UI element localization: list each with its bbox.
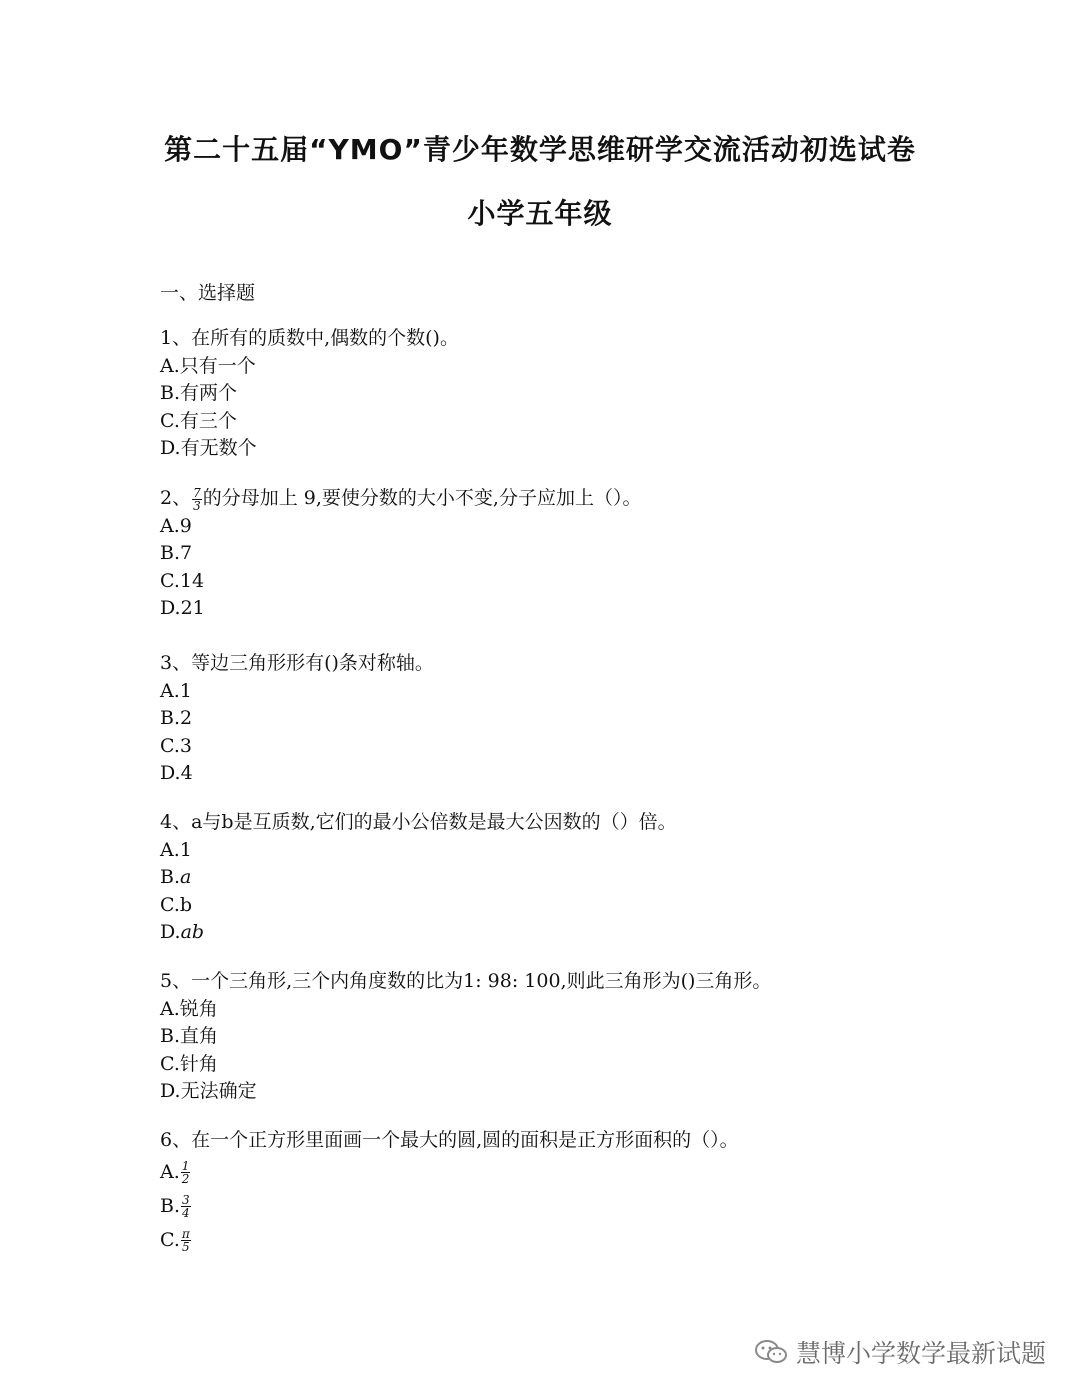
option-value: ab — [180, 921, 205, 943]
question-3 — [160, 650, 434, 788]
option-label: A. — [160, 1160, 180, 1183]
option-a: A.1 — [160, 838, 192, 861]
option-c: C.b — [160, 893, 193, 916]
fraction-numerator: π — [181, 1227, 190, 1241]
option-b — [160, 1189, 739, 1223]
option-a: A.锐角 — [160, 997, 218, 1020]
option-d: D.无法确定 — [160, 1080, 257, 1102]
exam-title: 第二十五届“YMO”青少年数学思维研学交流活动初选试卷 — [164, 133, 916, 166]
option-c: C.14 — [160, 569, 205, 592]
option-c: C.针角 — [160, 1052, 218, 1075]
grade-subtitle: 小学五年级 — [467, 197, 613, 230]
option-a: A.9 — [160, 514, 192, 537]
chat-bubble-icon — [754, 1338, 788, 1366]
option-a: A.1 — [160, 679, 192, 702]
question-4 — [160, 809, 677, 947]
fraction-numerator: 7 — [193, 485, 201, 500]
question-stem: 6、在一个正方形里面画一个最大的圆,圆的面积是正方形面积的（）。 — [160, 1129, 739, 1151]
option-a: A.只有一个 — [160, 354, 256, 377]
fraction — [181, 1160, 191, 1185]
option-label: B. — [160, 1194, 181, 1217]
fraction — [181, 1228, 191, 1253]
fraction-denominator: 4 — [182, 1206, 190, 1220]
fraction — [181, 1194, 191, 1219]
option-b: B.2 — [160, 707, 193, 729]
question-text: 的分母加上 9,要使分数的大小不变,分子应加上（）。 — [202, 487, 642, 509]
option-d: D.4 — [160, 762, 193, 784]
option-label: C. — [160, 1228, 180, 1251]
option-b: B.7 — [160, 542, 193, 564]
section-heading: 一、选择题 — [160, 282, 256, 304]
question-stem: 1、在所有的质数中,偶数的个数()。 — [160, 327, 459, 349]
option-b — [160, 864, 677, 892]
fraction — [192, 487, 202, 512]
watermark — [754, 1334, 1046, 1370]
question-stem: 4、a与b是互质数,它们的最小公倍数是最大公因数的（）倍。 — [160, 811, 677, 833]
option-b: B.有两个 — [160, 382, 238, 404]
option-value: a — [180, 866, 192, 888]
option-c: C.3 — [160, 734, 192, 757]
option-c — [160, 1223, 739, 1257]
fraction-denominator: 2 — [181, 1172, 190, 1186]
option-d: D.有无数个 — [160, 437, 257, 459]
question-number: 2、 — [160, 487, 192, 509]
watermark-text: 慧博小学数学最新试题 — [795, 1339, 1046, 1368]
option-a — [160, 1155, 739, 1189]
option-d: D.21 — [160, 597, 205, 619]
option-label: D. — [160, 921, 181, 943]
question-5 — [160, 968, 771, 1106]
fraction-denominator: 3 — [193, 498, 201, 513]
fraction-numerator: 3 — [182, 1193, 190, 1207]
option-c: C.有三个 — [160, 409, 237, 432]
option-d — [160, 919, 677, 947]
option-label: B. — [160, 866, 181, 888]
question-stem: 3、等边三角形形有()条对称轴。 — [160, 652, 434, 674]
question-stem — [160, 485, 641, 513]
fraction-denominator: 5 — [182, 1240, 190, 1254]
question-stem: 5、一个三角形,三个内角度数的比为1: 98: 100,则此三角形为()三角形。 — [160, 970, 772, 992]
question-2 — [160, 485, 641, 623]
question-6 — [160, 1127, 739, 1257]
question-1 — [160, 325, 459, 463]
option-b: B.直角 — [160, 1025, 219, 1047]
fraction-numerator: 1 — [181, 1159, 190, 1173]
